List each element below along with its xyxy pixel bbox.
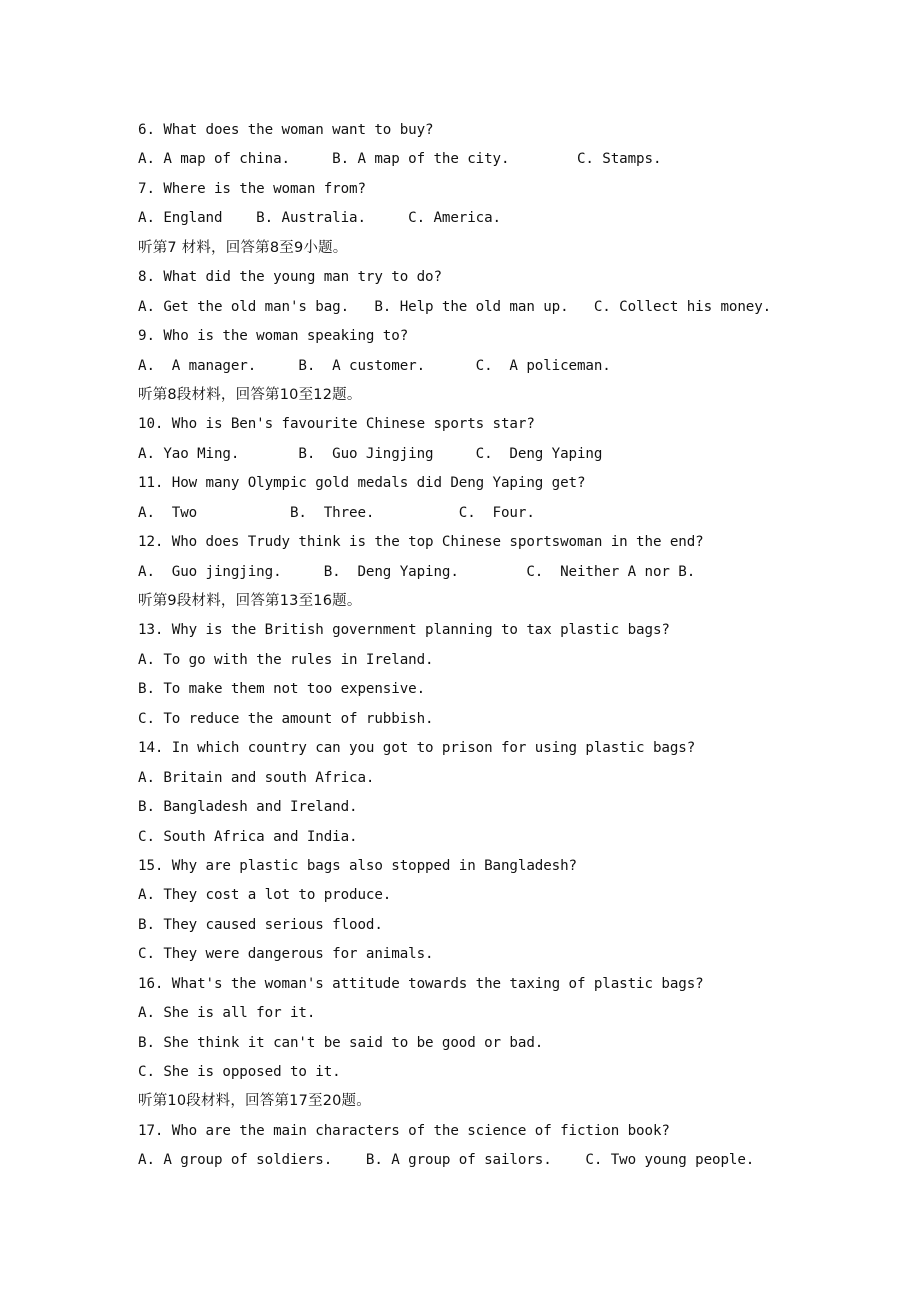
option-15c: C. They were dangerous for animals.: [138, 946, 434, 963]
question-16: 16. What's the woman's attitude towards the taxing of plastic bags?: [138, 975, 704, 992]
option-14a: A. Britain and south Africa.: [138, 769, 375, 786]
document-page: [138, 116, 838, 1176]
options-7: A. England B. Australia. C. America.: [138, 210, 501, 227]
option-16c: C. She is opposed to it.: [138, 1064, 341, 1080]
question-8: 8. What did the young man try to do?: [138, 269, 442, 286]
option-16a: A. She is all for it.: [138, 1005, 316, 1022]
question-7: 7. Where is the woman from?: [138, 180, 366, 197]
options-6: A. A map of china. B. A map of the city. C. Stamps.: [138, 151, 662, 168]
option-13b: B. To make them not too expensive.: [138, 681, 426, 698]
option-14c: C. South Africa and India.: [138, 828, 358, 845]
option-14b: B. Bangladesh and Ireland.: [138, 799, 358, 816]
options-12: A. Guo jingjing. B. Deng Yaping. C. Neither A nor B.: [138, 563, 696, 580]
options-11: A. Two B. Three. C. Four.: [138, 504, 535, 521]
option-16b: B. She think it can't be said to be good or bad.: [138, 1034, 544, 1051]
option-15b: B. They caused serious flood.: [138, 916, 383, 933]
question-13: 13. Why is the British government planning to tax plastic bags?: [138, 622, 670, 639]
options-10: A. Yao Ming. B. Guo Jingjing C. Deng Yaping: [138, 445, 603, 462]
question-6: 6. What does the woman want to buy?: [138, 122, 434, 138]
question-10: 10. Who is Ben's favourite Chinese sports star?: [138, 416, 535, 433]
options-9: A. A manager. B. A customer. C. A policeman.: [138, 357, 611, 374]
question-14: 14. In which country can you got to prison for using plastic bags?: [138, 740, 696, 757]
section-heading-9: 听第9段材料，回答第13至16题。: [138, 593, 362, 609]
section-heading-10: 听第10段材料，回答第17至20题。: [138, 1093, 371, 1110]
options-8: A. Get the old man's bag. B. Help the old man up. C. Collect his money.: [138, 298, 772, 315]
section-heading-8: 听第8段材料，回答第10至12题。: [138, 386, 362, 403]
question-11: 11. How many Olympic gold medals did Deng Yaping get?: [138, 475, 586, 492]
question-17: 17. Who are the main characters of the science of fiction book?: [138, 1122, 670, 1139]
options-17: A. A group of soldiers. B. A group of sailors. C. Two young people.: [138, 1152, 755, 1169]
section-heading-7: 听第7 材料，回答第8至9小题。: [138, 239, 348, 256]
question-9: 9. Who is the woman speaking to?: [138, 328, 409, 345]
question-15: 15. Why are plastic bags also stopped in Bangladesh?: [138, 857, 577, 874]
option-13c: C. To reduce the amount of rubbish.: [138, 710, 434, 727]
option-13a: A. To go with the rules in Ireland.: [138, 651, 434, 668]
option-15a: A. They cost a lot to produce.: [138, 887, 392, 904]
question-12: 12. Who does Trudy think is the top Chinese sportswoman in the end?: [138, 534, 704, 551]
